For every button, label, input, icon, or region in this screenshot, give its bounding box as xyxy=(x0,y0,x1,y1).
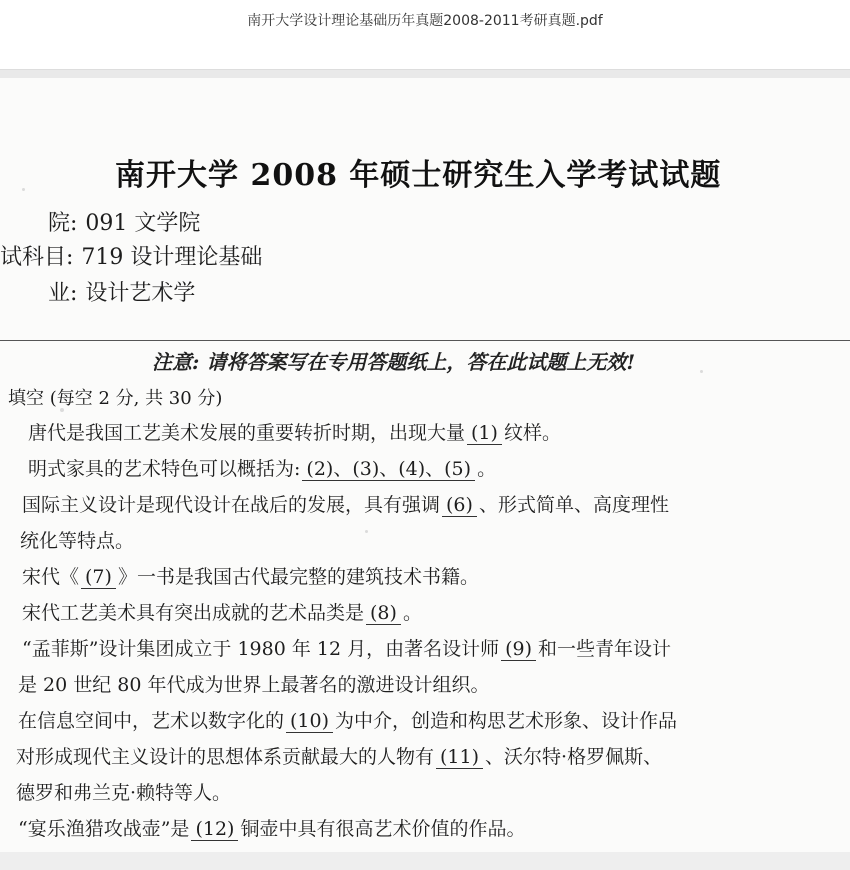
question-text: 。 xyxy=(477,458,497,480)
meta-row-subject xyxy=(0,240,262,271)
question-7 xyxy=(18,706,677,733)
scan-speck xyxy=(700,370,703,373)
question-text: 纹样。 xyxy=(503,422,561,444)
exam-notice: 注意: 请将答案写在专用答题纸上，答在此试题上无效! xyxy=(152,350,636,374)
section-heading: 填空 (每空 2 分, 共 30 分) xyxy=(8,388,223,409)
question-text: 铜壶中具有很高艺术价值的作品。 xyxy=(240,818,526,840)
meta-value: 设计艺术学 xyxy=(85,281,196,306)
question-6-continued: 是 20 世纪 80 年代成为世界上最著名的激进设计组织。 xyxy=(18,674,490,696)
answer-blank: (7) xyxy=(81,567,116,589)
answer-blank: (1) xyxy=(467,423,502,445)
question-6 xyxy=(22,634,671,661)
meta-value: 091 文学院 xyxy=(85,211,201,236)
header-separator xyxy=(0,70,850,78)
pdf-page xyxy=(0,78,850,852)
question-2 xyxy=(28,454,496,481)
answer-blank: (9) xyxy=(501,639,536,661)
question-8 xyxy=(16,742,662,769)
question-text: 为中介，创造和构思艺术形象、设计作品 xyxy=(335,710,678,732)
question-text: “宴乐渔猎攻战壶”是 xyxy=(18,818,190,840)
answer-blank: (2)、(3)、(4)、(5) xyxy=(302,459,475,481)
meta-key: 业: xyxy=(48,281,78,306)
question-text: 对形成现代主义设计的思想体系贡献最大的人物有 xyxy=(16,746,435,768)
exam-title: 南开大学 2008 年硕士研究生入学考试试题 xyxy=(115,158,722,193)
viewer-header xyxy=(0,0,850,70)
meta-key: 院: xyxy=(48,211,78,236)
question-text: 、形式简单、高度理性 xyxy=(478,494,669,516)
meta-value: 719 设计理论基础 xyxy=(81,245,263,270)
meta-key: 试科目: xyxy=(0,245,74,270)
question-text: 国际主义设计是现代设计在战后的发展，具有强调 xyxy=(22,494,441,516)
answer-blank: (10) xyxy=(286,711,333,733)
scan-speck xyxy=(22,188,25,191)
question-text: 宋代《 xyxy=(22,566,80,588)
question-text: 》一书是我国古代最完整的建筑技术书籍。 xyxy=(117,566,479,588)
divider-line xyxy=(0,340,850,341)
question-3 xyxy=(22,490,669,517)
question-text: 在信息空间中，艺术以数字化的 xyxy=(18,710,285,732)
question-text: “孟菲斯”设计集团成立于 1980 年 12 月，由著名设计师 xyxy=(22,638,500,660)
answer-blank: (6) xyxy=(442,495,477,517)
question-text: 宋代工艺美术具有突出成就的艺术品类是 xyxy=(22,602,365,624)
question-text: 唐代是我国工艺美术发展的重要转折时期，出现大量 xyxy=(28,422,466,444)
question-text: 、沃尔特·格罗佩斯、 xyxy=(485,746,663,768)
question-1 xyxy=(28,418,561,445)
viewer-bottom-bar xyxy=(0,852,850,870)
answer-blank: (12) xyxy=(191,819,238,841)
meta-row-school xyxy=(48,206,200,237)
question-8-continued: 德罗和弗兰克·赖特等人。 xyxy=(16,782,232,804)
question-9 xyxy=(18,814,525,841)
answer-blank: (11) xyxy=(436,747,483,769)
question-4 xyxy=(22,562,479,589)
question-text: 和一些青年设计 xyxy=(538,638,672,660)
meta-row-major xyxy=(48,276,195,307)
question-5 xyxy=(22,598,422,625)
answer-blank: (8) xyxy=(366,603,401,625)
question-text: 。 xyxy=(402,602,422,624)
question-text: 明式家具的艺术特色可以概括为: xyxy=(28,458,301,480)
scan-speck xyxy=(365,530,368,533)
document-title: 南开大学设计理论基础历年真题2008-2011考研真题.pdf xyxy=(247,13,603,29)
question-3-continued: 统化等特点。 xyxy=(20,530,135,552)
